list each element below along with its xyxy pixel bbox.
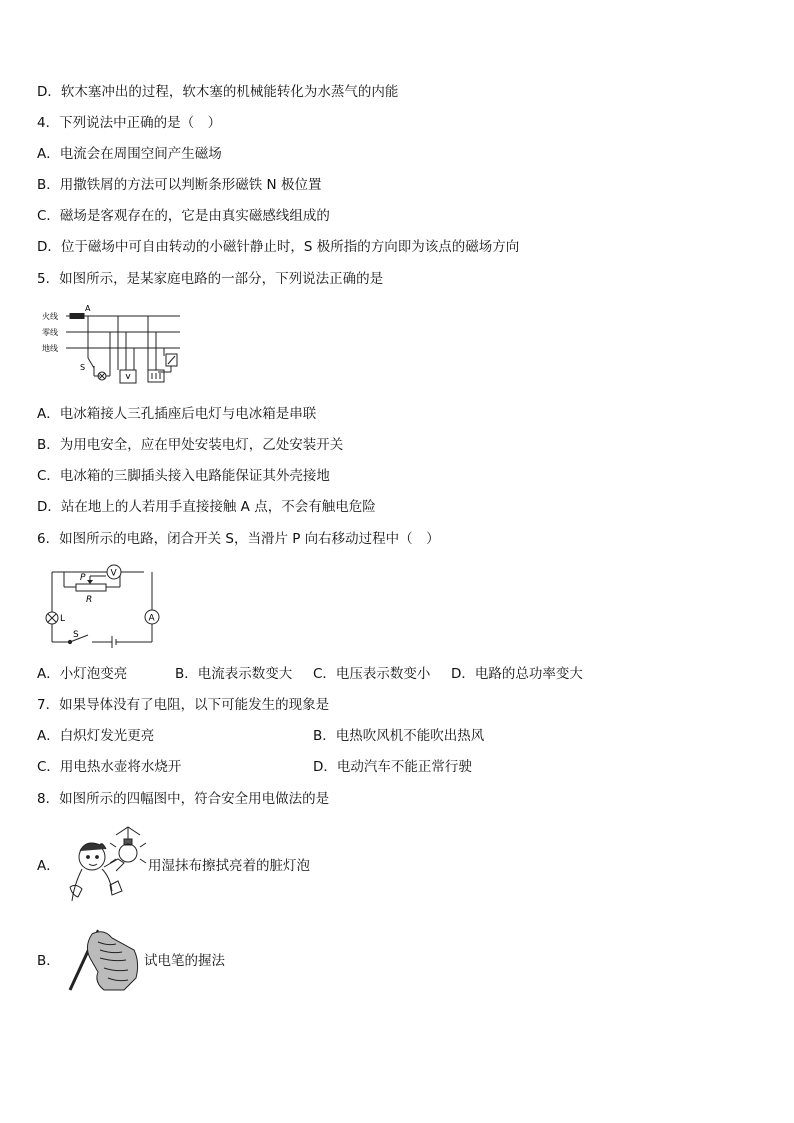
q7-option-a: A．白炽灯发光更亮 bbox=[37, 728, 155, 744]
q7-option-b: B．电热吹风机不能吹出热风 bbox=[313, 728, 485, 744]
q3-option-d: D．软木塞冲出的过程，软木塞的机械能转化为水蒸气的内能 bbox=[37, 84, 399, 100]
resistor-r-label: R bbox=[86, 595, 93, 605]
q7-option-d: D．电动汽车不能正常行驶 bbox=[313, 759, 472, 775]
q6-option-a: A．小灯泡变亮 bbox=[37, 666, 128, 682]
q8-option-a-caption: 用湿抹布擦拭亮着的脏灯泡 bbox=[148, 858, 310, 874]
q8-option-b-label: B． bbox=[37, 953, 60, 969]
q5-circuit-figure bbox=[40, 300, 185, 390]
q7-stem: 7．如果导体没有了电阻，以下可能发生的现象是 bbox=[37, 697, 330, 713]
switch-s-label: S bbox=[73, 630, 79, 640]
switch-s-label: S bbox=[80, 363, 86, 372]
q5-option-c: C．电冰箱的三脚插头接入电路能保证其外壳接地 bbox=[37, 468, 330, 484]
q6-option-b: B．电流表示数变大 bbox=[175, 666, 293, 682]
ground-wire-label: 地线 bbox=[42, 344, 58, 353]
voltmeter-label: V bbox=[110, 568, 117, 579]
q7-option-c: C．用电热水壶将水烧开 bbox=[37, 759, 182, 775]
point-a-label: A bbox=[85, 304, 91, 313]
lamp-l-label: L bbox=[60, 614, 66, 624]
live-wire-label: 火线 bbox=[42, 312, 58, 321]
ammeter-label: A bbox=[148, 613, 155, 624]
q5-option-b: B．为用电安全，应在甲处安装电灯，乙处安装开关 bbox=[37, 437, 344, 453]
q8-option-a-label: A． bbox=[37, 858, 60, 874]
q8-option-b-caption: 试电笔的握法 bbox=[144, 953, 225, 969]
q6-circuit-figure bbox=[40, 562, 160, 652]
q6-option-c: C．电压表示数变小 bbox=[313, 666, 431, 682]
wet-cloth-bulb-illustration bbox=[66, 825, 148, 905]
q5-option-d: D．站在地上的人若用手直接接触 A 点，不会有触电危险 bbox=[37, 499, 376, 515]
q4-stem: 4．下列说法中正确的是（ ） bbox=[37, 115, 222, 131]
test-pen-grip-illustration bbox=[64, 928, 144, 994]
neutral-wire-label: 零线 bbox=[42, 328, 58, 337]
q4-option-d: D．位于磁场中可自由转动的小磁针静止时，S 极所指的方向即为该点的磁场方向 bbox=[37, 239, 520, 255]
q4-option-a: A．电流会在周围空间产生磁场 bbox=[37, 146, 222, 162]
q4-option-c: C．磁场是客观存在的，它是由真实磁感线组成的 bbox=[37, 208, 330, 224]
q4-option-b: B．用撒铁屑的方法可以判断条形磁铁 N 极位置 bbox=[37, 177, 322, 193]
q8-stem: 8．如图所示的四幅图中，符合安全用电做法的是 bbox=[37, 791, 330, 807]
q6-option-d: D．电路的总功率变大 bbox=[451, 666, 583, 682]
slider-p-label: P bbox=[80, 573, 86, 583]
q6-stem: 6．如图所示的电路，闭合开关 S，当滑片 P 向右移动过程中（ ） bbox=[37, 531, 440, 547]
q5-option-a: A．电冰箱接人三孔插座后电灯与电冰箱是串联 bbox=[37, 406, 317, 422]
q5-stem: 5．如图所示，是某家庭电路的一部分，下列说法正确的是 bbox=[37, 271, 384, 287]
